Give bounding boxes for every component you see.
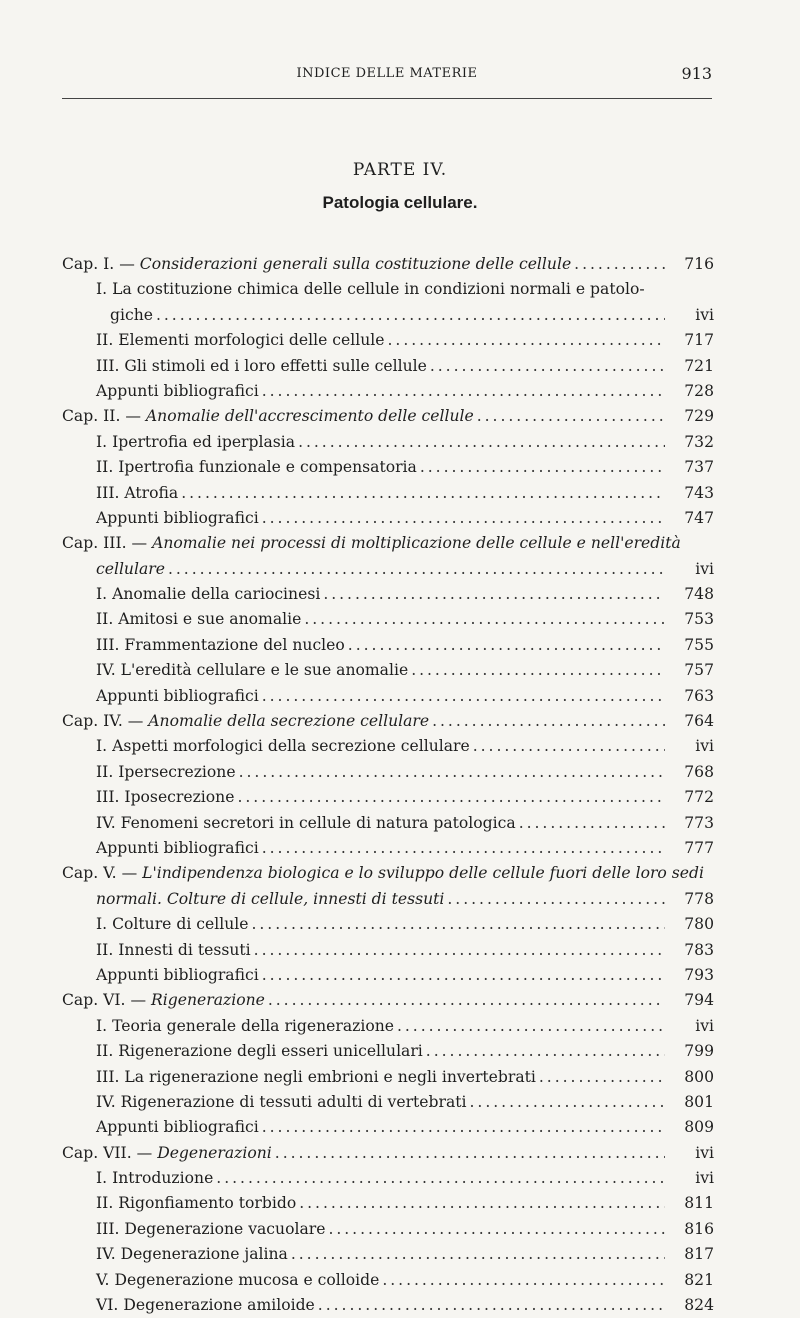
toc-entry-text [96,1242,288,1267]
toc-entry-text [96,938,251,963]
toc-entry-label: Cap. II. — [62,407,141,426]
toc-entry-text [96,506,259,531]
toc-page-number: 821 [684,1270,714,1289]
toc-page-number: 716 [684,255,714,273]
toc-entry-title: La costituzione chimica delle cellule in condizioni normali e patolo- [112,280,645,299]
toc-page-number: 800 [684,1067,714,1086]
toc-entry-text [96,836,259,861]
toc-entry-text [96,785,234,810]
toc-page-number: 824 [684,1296,714,1315]
toc-entry [62,430,714,455]
toc-entry-text [96,658,408,683]
toc-entry-title: Ipertrofia ed iperplasia [112,432,296,451]
toc-entry-title: Iposecrezione [124,788,235,807]
leader-dots [298,430,665,455]
leader-dots [318,1293,665,1318]
toc-entry [62,684,714,709]
toc-entry-title: Considerazioni generali sulla costituzione delle cellule [139,255,572,273]
leader-dots [426,1039,665,1064]
toc-entry-text [96,1166,213,1191]
toc-entry [62,734,714,759]
toc-entry-text [96,963,259,988]
leader-dots [304,607,665,632]
toc-entry-title: Rigenerazione degli esseri unicellulari [118,1042,423,1061]
toc-entry [62,1039,714,1064]
toc-entry-text [62,861,704,886]
toc-entry-text [96,734,470,759]
toc-entry-title: Degenerazioni [157,1143,272,1162]
toc-entry-title: La rigenerazione negli embrioni e negli invertebrati [124,1067,536,1086]
toc-entry [62,709,714,734]
toc-entry-label: Cap. V. — [62,864,138,883]
leader-dots [430,354,665,379]
leader-dots [420,455,665,480]
toc-entry-title: L'indipendenza biologica e lo sviluppo delle cellule fuori delle loro sedi [142,864,704,883]
running-title: INDICE DELLE MATERIE [296,66,478,81]
toc-entry-text [96,887,444,912]
toc-entry [62,658,714,683]
toc-entry-title: giche [110,305,153,324]
toc-entry-text [96,1191,296,1216]
leader-dots [262,836,665,861]
leader-dots [348,633,665,658]
toc-entry-title: Rigenerazione di tessuti adulti di vertebrati [120,1092,467,1111]
toc-entry-label: IV. [96,1245,116,1264]
toc-entry-label: I. [96,280,108,299]
header-rule [62,98,712,99]
leader-dots [473,734,665,759]
toc-entry [62,1115,714,1140]
toc-entry-text [96,1014,394,1039]
toc-page-number: ivi [695,1143,714,1162]
toc-entry [62,1166,714,1191]
toc-entry [62,861,714,886]
toc-entry [62,988,714,1013]
toc-entry-label: II. [96,1042,114,1061]
toc-page-number: 817 [684,1245,714,1264]
toc-page-number: 772 [684,788,714,807]
toc-entry-text [96,354,427,379]
toc-entry-label: III. [96,635,120,654]
leader-dots [156,303,665,328]
toc-entry [62,887,714,912]
toc-entry-text [96,684,259,709]
toc-entry-title: Appunti bibliografici [96,686,259,705]
toc-entry-text [96,481,178,506]
toc-entry [62,607,714,632]
toc-page-number: 729 [684,407,714,426]
toc-entry-text [96,1090,467,1115]
leader-dots [168,557,665,582]
toc-page-number: 737 [684,458,714,477]
leader-dots [539,1065,665,1090]
toc-entry-text [96,607,301,632]
toc-entry-label: I. [96,1016,108,1035]
toc-entry [62,1065,714,1090]
toc-page-number: 811 [684,1194,714,1213]
toc-page-number: 799 [684,1042,714,1061]
toc-entry-label: I. [96,585,108,604]
toc-page-number: 801 [684,1092,714,1111]
toc-entry-text [62,252,571,277]
toc-entry-title: Amitosi e sue anomalie [118,610,302,629]
leader-dots [299,1191,665,1216]
toc-page-number: 783 [684,940,714,959]
toc-entry [62,328,714,353]
toc-entry-title: Ipertrofia funzionale e compensatoria [118,458,417,477]
leader-dots [477,404,665,429]
toc-entry-text [96,912,248,937]
toc-entry-title: Fenomeni secretori in cellule di natura patologica [120,813,516,832]
toc-entry-label: II. [96,458,114,477]
leader-dots [519,811,665,836]
toc-entry-text [96,1039,423,1064]
leader-dots [432,709,665,734]
leader-dots [470,1090,665,1115]
toc-page-number: ivi [695,1016,714,1035]
toc-page-number: 753 [684,610,714,629]
toc-entry-title: cellulare [96,559,165,578]
part-title: PARTE IV. [352,160,448,180]
toc-page-number: 732 [684,432,714,451]
toc-entry-text [62,404,474,429]
leader-dots [388,328,666,353]
toc-entry-title: L'eredità cellulare e le sue anomalie [120,661,409,680]
part-subtitle: Patologia cellulare. [322,193,478,212]
toc-entry-title: Appunti bibliografici [96,381,259,400]
toc-entry [62,481,714,506]
toc-entry-label: Cap. VI. — [62,991,147,1010]
toc-entry [62,1242,714,1267]
toc-page-number: 773 [684,813,714,832]
toc-entry-title: Anomalie dell'accrescimento delle cellule [145,407,474,426]
leader-dots [254,938,665,963]
leader-dots [262,684,665,709]
leader-dots [411,658,665,683]
leader-dots [275,1141,665,1166]
toc-entry [62,252,714,277]
toc-entry-label: IV. [96,1092,116,1111]
toc-entry [62,303,714,328]
toc-page-number: 764 [684,712,714,731]
toc-entry-text [96,1115,259,1140]
toc-entry-text [96,1217,325,1242]
leader-dots [447,887,665,912]
leader-dots [268,988,665,1013]
toc-entry [62,785,714,810]
toc-entry-title: Elementi morfologici delle cellule [118,331,385,350]
toc-entry [62,531,714,556]
toc-entry-text [96,557,165,582]
toc-entry-label: Cap. I. — [62,255,135,273]
toc-entry-label: III. [96,1219,120,1238]
toc-entry [62,557,714,582]
leader-dots [323,582,665,607]
toc-page-number: 780 [684,915,714,934]
toc-entry [62,379,714,404]
toc-entry [62,963,714,988]
leader-dots [328,1217,665,1242]
toc-entry-title: Teoria generale della rigenerazione [112,1016,394,1035]
toc-entry-title: Degenerazione jalina [120,1245,288,1264]
leader-dots [239,760,665,785]
toc-entry [62,1014,714,1039]
toc-entry-text [62,1141,272,1166]
toc-entry-label: III. [96,1067,120,1086]
toc-page-number: 748 [684,585,714,604]
leader-dots [237,785,665,810]
toc-entry [62,354,714,379]
leader-dots [262,506,665,531]
toc-entry-title: Ipersecrezione [118,762,236,781]
toc-entry-title: Appunti bibliografici [96,1118,259,1137]
toc-entry-title: Anomalie nei processi di moltiplicazione delle cellule e nell'eredità [152,534,681,553]
toc-entry-text [62,709,429,734]
toc-page-number: 768 [684,762,714,781]
toc-page-number: 777 [684,838,714,857]
toc-entry-title: Appunti bibliografici [96,838,259,857]
toc-entry-text [96,1065,536,1090]
toc-entry-label: I. [96,432,108,451]
toc-entry-title: Appunti bibliografici [96,965,259,984]
toc-entry-title: Introduzione [112,1169,214,1188]
toc-entry-text [96,582,320,607]
toc-entry-label: II. [96,610,114,629]
toc-entry-label: III. [96,356,120,375]
toc-entry-title: normali. Colture di cellule, innesti di tessuti [96,889,445,908]
leader-dots [216,1166,665,1191]
toc-entry-label: IV. [96,661,116,680]
toc-entry-title: Innesti di tessuti [118,940,251,959]
leader-dots [397,1014,665,1039]
toc-entry-title: Degenerazione amiloide [123,1296,315,1315]
leader-dots [262,963,665,988]
toc-entry [62,912,714,937]
toc-page-number: 794 [684,991,714,1010]
page-number: 913 [681,64,712,83]
toc-entry-text [96,277,645,302]
page-header [62,62,712,92]
toc-entry-label: Cap. III. — [62,534,148,553]
toc-entry-text [62,988,265,1013]
toc-entry-title: Appunti bibliografici [96,508,259,527]
toc-entry-label: II. [96,331,114,350]
toc-entry-label: I. [96,1169,108,1188]
toc-entry-label: II. [96,762,114,781]
toc-entry [62,836,714,861]
toc-entry-text [96,455,417,480]
toc-entry-text [96,760,236,785]
toc-entry-title: Anomalie della secrezione cellulare [148,712,430,731]
toc-entry-title: Aspetti morfologici della secrezione cellulare [112,737,470,756]
toc-entry [62,811,714,836]
toc-entry-text [96,430,295,455]
toc-entry-title: Atrofia [124,483,179,502]
toc-entry-label: Cap. IV. — [62,712,144,731]
leader-dots [382,1268,665,1293]
toc-entry [62,1191,714,1216]
toc-entry [62,582,714,607]
toc-entry-title: Gli stimoli ed i loro effetti sulle cellule [124,356,427,375]
toc-entry [62,1090,714,1115]
toc-entry-label: II. [96,1194,114,1213]
toc-entry-title: Frammentazione del nucleo [124,635,345,654]
toc-page-number: 728 [684,381,714,400]
toc-entry-label: V. [96,1270,110,1289]
toc-entry-text [96,328,385,353]
table-of-contents [62,252,714,1318]
toc-entry-title: Rigonfiamento torbido [118,1194,297,1213]
toc-entry-label: I. [96,915,108,934]
toc-entry-title: Rigenerazione [151,991,265,1010]
leader-dots [251,912,665,937]
toc-entry [62,1293,714,1318]
toc-entry-label: VI. [96,1296,119,1315]
toc-entry-text [96,811,516,836]
leader-dots [181,481,665,506]
toc-entry-title: Degenerazione mucosa e colloide [114,1270,380,1289]
leader-dots [574,252,665,277]
toc-entry-label: Cap. VII. — [62,1143,153,1162]
toc-entry [62,506,714,531]
toc-entry [62,760,714,785]
leader-dots [262,1115,665,1140]
toc-entry-text [96,379,259,404]
toc-entry [62,1141,714,1166]
toc-page-number: ivi [695,559,714,578]
toc-page-number: 755 [684,635,714,654]
toc-entry-text [62,531,681,556]
toc-entry [62,1268,714,1293]
toc-entry-text [96,1293,315,1318]
toc-page-number: 809 [684,1118,714,1137]
toc-entry [62,633,714,658]
toc-page-number: 763 [684,686,714,705]
toc-entry-label: III. [96,483,120,502]
toc-page-number: 743 [684,483,714,502]
toc-entry-title: Colture di cellule [112,915,249,934]
toc-entry-label: IV. [96,813,116,832]
toc-entry-label: III. [96,788,120,807]
toc-page-number: ivi [695,305,714,324]
leader-dots [291,1242,665,1267]
toc-entry-text [110,303,153,328]
toc-page-number: ivi [695,1169,714,1188]
toc-entry [62,1217,714,1242]
toc-entry-label: II. [96,940,114,959]
toc-entry-title: Anomalie della cariocinesi [112,585,321,604]
toc-entry [62,455,714,480]
toc-entry-title: Degenerazione vacuolare [124,1219,326,1238]
toc-entry-label: I. [96,737,108,756]
leader-dots [262,379,665,404]
toc-entry-text [96,1268,379,1293]
toc-entry [62,277,714,302]
toc-entry [62,404,714,429]
toc-page-number: 747 [684,508,714,527]
toc-page-number: 816 [684,1219,714,1238]
toc-entry [62,938,714,963]
toc-page-number: 757 [684,661,714,680]
toc-page-number: 717 [684,331,714,350]
toc-page-number: 721 [684,356,714,375]
toc-page-number: 778 [684,889,714,908]
toc-page-number: 793 [684,965,714,984]
toc-entry-text [96,633,345,658]
toc-page-number: ivi [695,737,714,756]
